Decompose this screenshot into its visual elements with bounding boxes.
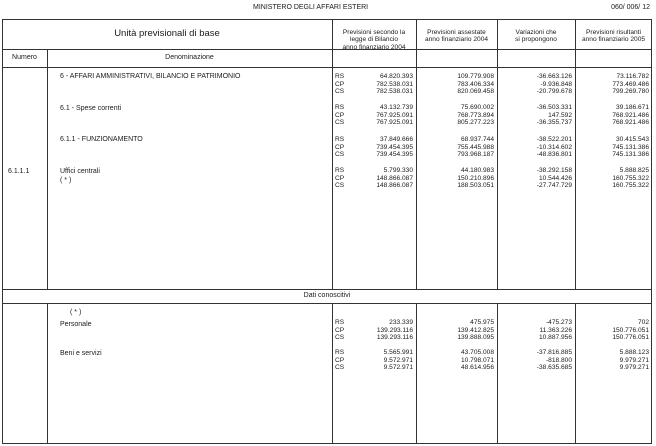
value-row3-r2-c1: 188.503.051	[457, 182, 494, 190]
denominazione-header: Denominazione	[165, 54, 214, 61]
value-row0-r1-c0: 782.538.031	[376, 80, 413, 88]
rule-below-dati-title	[2, 303, 652, 304]
code-row3-2: CS	[335, 182, 345, 190]
code-dati0-1: CP	[335, 326, 345, 334]
value-row2-r0-c2: -38.522.201	[536, 136, 572, 143]
col4-header: Previsioni risultanti anno finanziario 2005	[581, 29, 646, 44]
value-row3-r0-c0: 5.799.330	[383, 167, 413, 174]
value-dati0-r0-c0: 233.339	[389, 319, 413, 326]
value-row1-r2-c2: -36.355.737	[536, 119, 572, 127]
value-dati1-r2-c2: -38.635.685	[536, 364, 572, 372]
code-row0-0: RS	[335, 73, 345, 80]
value-dati1-r1-c0: 9.572.971	[383, 356, 413, 364]
value-dati0-r1-c2: 11.363.226	[539, 326, 572, 334]
value-row0-r2-c1: 820.069.458	[457, 88, 494, 96]
value-row2-r0-c0: 37.849.666	[379, 136, 413, 143]
value-row3-r1-c3: 160.755.322	[612, 174, 649, 182]
dati-label-personale: Personale	[60, 321, 92, 328]
value-row0-r0-c2: -36.663.126	[536, 73, 572, 80]
rule-numero-dati	[47, 303, 48, 444]
value-row2-r2-c2: -48.836.801	[536, 151, 572, 159]
row-numero-6-1-1-1: 6.1.1.1	[8, 168, 30, 175]
value-row1-r0-c0: 43.132.739	[379, 104, 413, 111]
value-row0-r0-c3: 73.116.782	[616, 73, 649, 80]
value-row0-r2-c3: 799.269.780	[612, 88, 649, 96]
code-row0-2: CS	[335, 88, 345, 96]
value-dati1-r1-c1: 10.798.071	[460, 356, 494, 364]
value-row3-r2-c2: -27.747.729	[536, 182, 572, 190]
code-row3-0: RS	[335, 167, 345, 174]
code-row3-1: CP	[335, 174, 345, 182]
numero-header: Numero	[12, 54, 37, 61]
value-row3-r2-c0: 148.866.087	[376, 182, 413, 190]
code-row1-2: CS	[335, 119, 345, 127]
rule-col1-dati	[332, 303, 333, 444]
value-dati1-r1-c2: -818.800	[545, 356, 572, 364]
col3-header: Variazioni che si propongono	[515, 29, 557, 44]
value-dati1-r0-c1: 43.705.008	[460, 349, 494, 356]
value-dati0-r0-c2: -475.273	[545, 319, 572, 326]
value-row1-r0-c2: -36.503.331	[536, 104, 572, 111]
code-row2-0: RS	[335, 136, 345, 143]
value-row0-r2-c0: 782.538.031	[376, 88, 413, 96]
value-row1-r1-c0: 767.925.091	[376, 111, 413, 119]
value-row1-r0-c3: 39.186.671	[615, 104, 649, 111]
value-row1-r1-c2: 147.592	[548, 111, 572, 119]
value-dati1-r0-c2: -37.816.885	[536, 349, 572, 356]
code-row2-1: CP	[335, 143, 345, 151]
value-dati1-r2-c3: 9.979.271	[619, 364, 649, 372]
value-row2-r0-c1: 68.937.744	[460, 136, 494, 143]
value-row2-r1-c3: 745.131.386	[612, 143, 649, 151]
unit-title: Unità previsionali di base	[114, 28, 220, 39]
value-row3-r1-c1: 150.210.896	[457, 174, 494, 182]
value-row0-r1-c3: 773.469.486	[612, 80, 649, 88]
code-row0-1: CP	[335, 80, 345, 88]
code-dati0-0: RS	[335, 319, 345, 326]
value-row1-r2-c0: 767.925.091	[376, 119, 413, 127]
dati-note: ( * )	[70, 309, 82, 316]
row-note: ( * )	[60, 177, 72, 184]
value-dati1-r0-c3: 5.888.123	[619, 349, 649, 356]
dati-title: Dati conoscitivi	[303, 292, 351, 299]
value-row2-r2-c3: 745.131.386	[612, 151, 649, 159]
value-row3-r1-c2: 10.544.426	[538, 174, 572, 182]
code-row1-1: CP	[335, 111, 345, 119]
code-dati0-2: CS	[335, 334, 345, 342]
value-row2-r0-c3: 30.415.543	[615, 136, 649, 143]
value-row0-r0-c1: 109.779.908	[457, 73, 494, 80]
value-row2-r2-c1: 793.968.187	[457, 151, 494, 159]
code-dati1-1: CP	[335, 356, 345, 364]
value-row1-r1-c3: 768.921.486	[612, 111, 649, 119]
page-reference: 060/ 006/ 12	[611, 4, 650, 11]
value-dati1-r2-c0: 9.572.971	[383, 364, 413, 372]
code-dati1-2: CS	[335, 364, 345, 372]
dati-label-beni-servizi: Beni e servizi	[60, 350, 102, 357]
value-row0-r1-c2: -9.936.848	[540, 80, 572, 88]
col1-header: Previsioni secondo la legge di Bilancio anno finanziario 2004	[342, 29, 406, 51]
value-row3-r0-c1: 44.180.983	[460, 167, 494, 174]
code-row1-0: RS	[335, 104, 345, 111]
code-dati1-0: RS	[335, 349, 345, 356]
value-row2-r1-c2: -10.314.602	[536, 143, 572, 151]
value-row0-r2-c2: -20.799.678	[536, 88, 572, 96]
value-dati1-r0-c0: 5.565.991	[383, 349, 413, 356]
rule-numero	[47, 49, 48, 290]
value-dati1-r1-c3: 9.979.271	[619, 356, 649, 364]
value-dati1-r2-c1: 48.614.956	[460, 364, 494, 372]
value-row3-r1-c0: 148.866.087	[376, 174, 413, 182]
value-dati0-r0-c1: 475.975	[470, 319, 494, 326]
value-dati0-r2-c3: 150.776.051	[612, 334, 649, 342]
value-row2-r2-c0: 739.454.395	[376, 151, 413, 159]
value-row3-r2-c3: 160.755.322	[612, 182, 649, 190]
value-row1-r1-c1: 768.773.894	[457, 111, 494, 119]
value-row3-r0-c2: -38.292.158	[536, 167, 572, 174]
code-row2-2: CS	[335, 151, 345, 159]
value-dati0-r1-c3: 150.776.051	[612, 326, 649, 334]
value-row1-r0-c1: 75.690.002	[460, 104, 494, 111]
row-label-6-1-1: 6.1.1 - FUNZIONAMENTO	[60, 136, 143, 143]
value-dati0-r1-c1: 139.412.825	[457, 326, 494, 334]
value-dati0-r1-c0: 139.293.116	[376, 326, 413, 334]
row-label-uffici-centrali: Uffici centrali	[60, 168, 100, 175]
value-dati0-r2-c1: 139.888.095	[457, 334, 494, 342]
value-row1-r2-c1: 805.277.223	[457, 119, 494, 127]
rule-under-header	[2, 67, 652, 68]
value-row1-r2-c3: 768.921.486	[612, 119, 649, 127]
rule-col1	[332, 19, 333, 290]
value-dati0-r2-c2: 10.887.956	[538, 334, 572, 342]
row-label-6: 6 - AFFARI AMMINISTRATIVI, BILANCIO E PATRIMONIO	[60, 73, 241, 80]
value-dati0-r2-c0: 139.293.116	[376, 334, 413, 342]
col2-header: Previsioni assestate anno finanziario 2004	[424, 29, 489, 44]
value-row0-r0-c0: 64.820.393	[379, 73, 413, 80]
value-dati0-r0-c3: 702	[637, 319, 649, 326]
value-row3-r0-c3: 5.888.825	[619, 167, 649, 174]
ministry-title: MINISTERO DEGLI AFFARI ESTERI	[253, 4, 369, 11]
row-label-6-1: 6.1 - Spese correnti	[60, 105, 122, 112]
rule-unit-sub	[2, 49, 332, 50]
value-row0-r1-c1: 783.406.334	[457, 80, 494, 88]
value-row2-r1-c0: 739.454.395	[376, 143, 413, 151]
value-row2-r1-c1: 755.445.988	[457, 143, 494, 151]
rule-above-dati	[2, 289, 652, 290]
